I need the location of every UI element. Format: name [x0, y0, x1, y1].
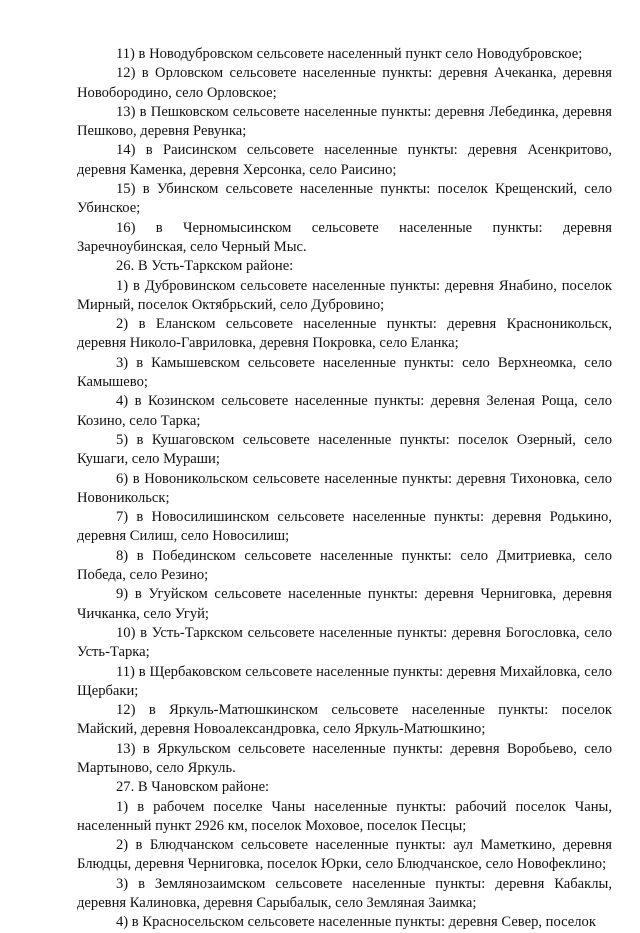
paragraph: 3) в Землянозаимском сельсовете населенные пункты: деревня Кабаклы, деревня Калиновка, деревня Сарыбалык, село Земляная Заимка; — [77, 875, 612, 912]
paragraph: 4) в Красносельском сельсовете населенные пункты: деревня Север, поселок — [116, 914, 596, 931]
paragraph: 14) в Раисинском сельсовете населенные пункты: деревня Асенкритово, деревня Каменка, деревня Херсонка, село Раисино; — [77, 142, 612, 178]
paragraph: 4) в Козинском сельсовете населенные пункты: деревня Зеленая Роща, село Козино, село Тарка; — [77, 393, 612, 429]
paragraph: 13) в Яркульском сельсовете населенные пункты: деревня Воробьево, село Мартыново, село Яркуль. — [77, 740, 612, 776]
paragraph: 12) в Орловском сельсовете населенные пункты: деревня Ачеканка, деревня Новобородино, село Орловское; — [77, 65, 612, 101]
paragraph: 7) в Новосилишинском сельсовете населенные пункты: деревня Родькино, деревня Силиш, село Новосилиш; — [77, 509, 612, 545]
section-heading: 27. В Чановском районе: — [116, 779, 270, 796]
paragraph: 1) в рабочем поселке Чаны населенные пункты: рабочий поселок Чаны, населенный пункт 2926 км, поселок Моховое, поселок Песцы; — [77, 798, 612, 834]
paragraph: 10) в Усть-Таркском сельсовете населенные пункты: деревня Богословка, село Усть-Тарка; — [77, 624, 612, 661]
paragraph: 11) в Щербаковском сельсовете населенные пункты: деревня Михайловка, село Щербаки; — [77, 663, 612, 699]
paragraph: 16) в Черномысинском сельсовете населенные пункты: деревня Заречноубинская, село Черный Мыс. — [77, 219, 612, 255]
document-page — [77, 45, 612, 933]
paragraph: 5) в Кушаговском сельсовете населенные пункты: поселок Озерный, село Кушаги, село Мураши; — [77, 431, 612, 468]
paragraph: 2) в Блюдчанском сельсовете населенные пункты: аул Маметкино, деревня Блюдцы, деревня Черниговка, поселок Юрки, село Блюдчанское, село Новофеклино; — [77, 837, 612, 873]
paragraph: 2) в Еланском сельсовете населенные пункты: деревня Красноникольск, деревня Николо-Гавриловка, деревня Покровка, село Еланка; — [77, 316, 612, 352]
section-heading: 26. В Усть-Таркском районе: — [116, 258, 294, 275]
paragraph: 9) в Угуйском сельсовете населенные пункты: деревня Черниговка, деревня Чичканка, село Угуй; — [77, 586, 612, 622]
paragraph: 8) в Побединском сельсовете населенные пункты: село Дмитриевка, село Победа, село Резино; — [77, 547, 612, 584]
paragraph: 11) в Новодубровском сельсовете населенный пункт село Новодубровское; — [116, 46, 583, 62]
paragraph: 3) в Камышевском сельсовете населенные пункты: село Верхнеомка, село Камышево; — [77, 354, 612, 391]
paragraph: 1) в Дубровинском сельсовете населенные пункты: деревня Янабино, поселок Мирный, поселок Октябрьский, село Дубровино; — [77, 277, 612, 313]
paragraph: 12) в Яркуль-Матюшкинском сельсовете населенные пункты: поселок Майский, деревня Новоалександровка, село Яркуль-Матюшкино; — [77, 702, 612, 738]
paragraph: 13) в Пешковском сельсовете населенные пункты: деревня Лебединка, деревня Пешково, деревня Ревунка; — [77, 103, 612, 140]
paragraph: 15) в Убинском сельсовете населенные пункты: поселок Крещенский, село Убинское; — [77, 181, 612, 217]
paragraph: 6) в Новоникольском сельсовете населенные пункты: деревня Тихоновка, село Новоникольск; — [77, 470, 612, 506]
